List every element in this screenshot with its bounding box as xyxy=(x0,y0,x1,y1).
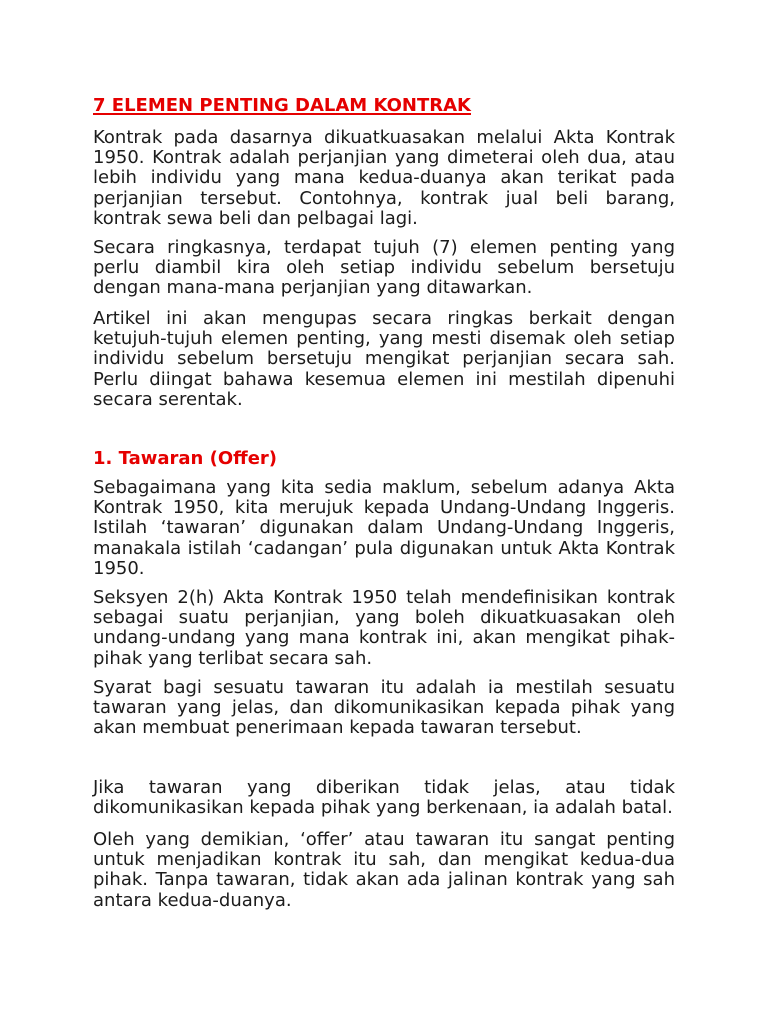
text-line: Artikel ini akan mengupas secara ringkas berkait dengan xyxy=(93,308,675,329)
title-text: 7 ELEMEN PENTING DALAM KONTRAK xyxy=(93,95,471,116)
intro-paragraph-1 xyxy=(93,128,675,229)
text-line: Jika tawaran yang diberikan tidak jelas, atau tidak xyxy=(93,777,675,798)
text-line: perjanjian tersebut. Contohnya, kontrak jual beli barang, xyxy=(93,187,675,209)
text-line: Oleh yang demikian, ‘offer’ atau tawaran itu sangat penting xyxy=(93,829,675,850)
text-line: untuk menjadikan kontrak itu sah, dan mengikat kedua-dua xyxy=(93,849,675,871)
text-line: dengan mana-mana perjanjian yang ditawarkan. xyxy=(93,277,533,299)
text-line: antara kedua-duanya. xyxy=(93,889,292,911)
text-line: 1950. Kontrak adalah perjanjian yang dimeterai oleh dua, atau xyxy=(93,147,675,169)
text-line: perlu diambil kira oleh setiap individu sebelum bersetuju xyxy=(93,257,675,279)
text-line: Kontrak pada dasarnya dikuatkuasakan melalui Akta Kontrak xyxy=(93,127,675,148)
section1-paragraph-4 xyxy=(93,778,675,818)
text-line: Perlu diingat bahawa kesemua elemen ini mestilah dipenuhi xyxy=(93,368,675,390)
text-line: sebagai suatu perjanjian, yang boleh dikuatkuasakan oleh xyxy=(93,607,675,629)
text-line: ketujuh-tujuh elemen penting, yang mesti disemak oleh setiap xyxy=(93,328,675,350)
text-line: Syarat bagi sesuatu tawaran itu adalah ia mestilah sesuatu xyxy=(93,677,675,698)
text-line: Istilah ‘tawaran’ digunakan dalam Undang-Undang Inggeris, xyxy=(93,517,675,539)
text-line: secara serentak. xyxy=(93,388,243,410)
text-line: Secara ringkasnya, terdapat tujuh (7) elemen penting yang xyxy=(93,237,675,258)
text-line: lebih individu yang mana kedua-duanya akan terikat pada xyxy=(93,167,675,189)
intro-paragraph-3 xyxy=(93,309,675,410)
text-line: 1950. xyxy=(93,557,145,579)
intro-paragraph-2 xyxy=(93,238,675,299)
text-line: Seksyen 2(h) Akta Kontrak 1950 telah mendefinisikan kontrak xyxy=(93,587,675,608)
text-line: undang-undang yang mana kontrak ini, akan mengikat pihak- xyxy=(93,627,675,649)
text-line: manakala istilah ‘cadangan’ pula digunakan untuk Akta Kontrak xyxy=(93,537,675,559)
section-heading-text: 1. Tawaran (Offer) xyxy=(93,448,278,469)
text-line: dikomunikasikan kepada pihak yang berkenaan, ia adalah batal. xyxy=(93,797,673,819)
section1-paragraph-1 xyxy=(93,478,675,579)
text-line: individu sebelum bersetuju mengikat perjanjian secara sah. xyxy=(93,348,675,370)
text-line: akan membuat penerimaan kepada tawaran tersebut. xyxy=(93,717,582,739)
text-line: kontrak sewa beli dan pelbagai lagi. xyxy=(93,207,418,229)
section-heading-tawaran xyxy=(93,449,675,469)
section1-paragraph-5 xyxy=(93,830,675,911)
document-title xyxy=(93,96,675,116)
text-line: tawaran yang jelas, dan dikomunikasikan kepada pihak yang xyxy=(93,697,675,719)
text-line: Sebagaimana yang kita sedia maklum, sebelum adanya Akta xyxy=(93,477,675,498)
section1-paragraph-3 xyxy=(93,678,675,739)
text-line: pihak. Tanpa tawaran, tidak akan ada jalinan kontrak yang sah xyxy=(93,869,675,891)
text-line: Kontrak 1950, kita merujuk kepada Undang-Undang Inggeris. xyxy=(93,497,675,519)
text-line: pihak yang terlibat secara sah. xyxy=(93,647,373,669)
section1-paragraph-2 xyxy=(93,588,675,669)
